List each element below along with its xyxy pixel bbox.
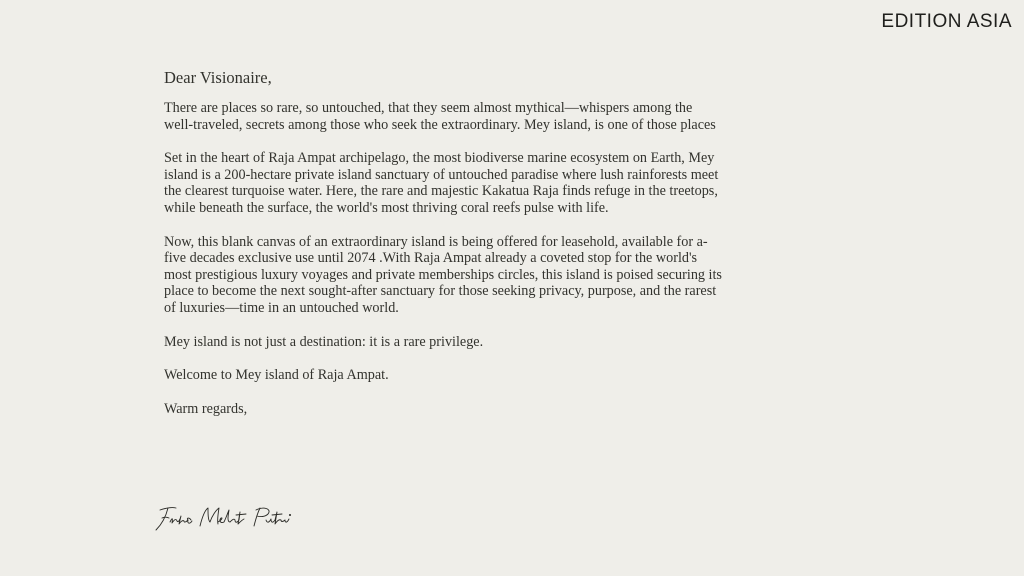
letter-paragraph-privilege: Mey island is not just a destination: it is a rare privilege. bbox=[164, 333, 484, 350]
brand-title: EDITION ASIA bbox=[881, 11, 1012, 32]
letter-salutation: Dear Visionaire, bbox=[164, 68, 272, 87]
handwritten-signature bbox=[150, 496, 300, 536]
letter-closing: Warm regards, bbox=[164, 400, 248, 417]
letter-body bbox=[164, 68, 724, 434]
letter-paragraph-leasehold: Now, this blank canvas of an extraordinary island is being offered for leasehold, available for a-five decades exclusive use until 2074 .With Raja Ampat already a coveted stop for the world's most prestigious luxury voyages and private memberships circles, this island is poised securing its place to become the next sought-after sanctuary for those seeking privacy, purpose, and the rarest of luxuries—time in an untouched world. bbox=[164, 233, 722, 316]
letter-paragraph-welcome: Welcome to Mey island of Raja Ampat. bbox=[164, 367, 389, 384]
letter-paragraph-location: Set in the heart of Raja Ampat archipelago, the most biodiverse marine ecosystem on Earth, Mey island is a 200-hectare private island sanctuary of untouched paradise where lush rainforests meet the clearest turquoise water. Here, the rare and majestic Kakatua Raja finds refuge in the treetops, while beneath the surface, the world's most thriving coral reefs pulse with life. bbox=[164, 150, 719, 216]
letter-paragraph-intro: There are places so rare, so untouched, that they seem almost mythical—whispers among the well-traveled, secrets among those who seek the extraordinary. Mey island, is one of those places bbox=[164, 100, 716, 133]
